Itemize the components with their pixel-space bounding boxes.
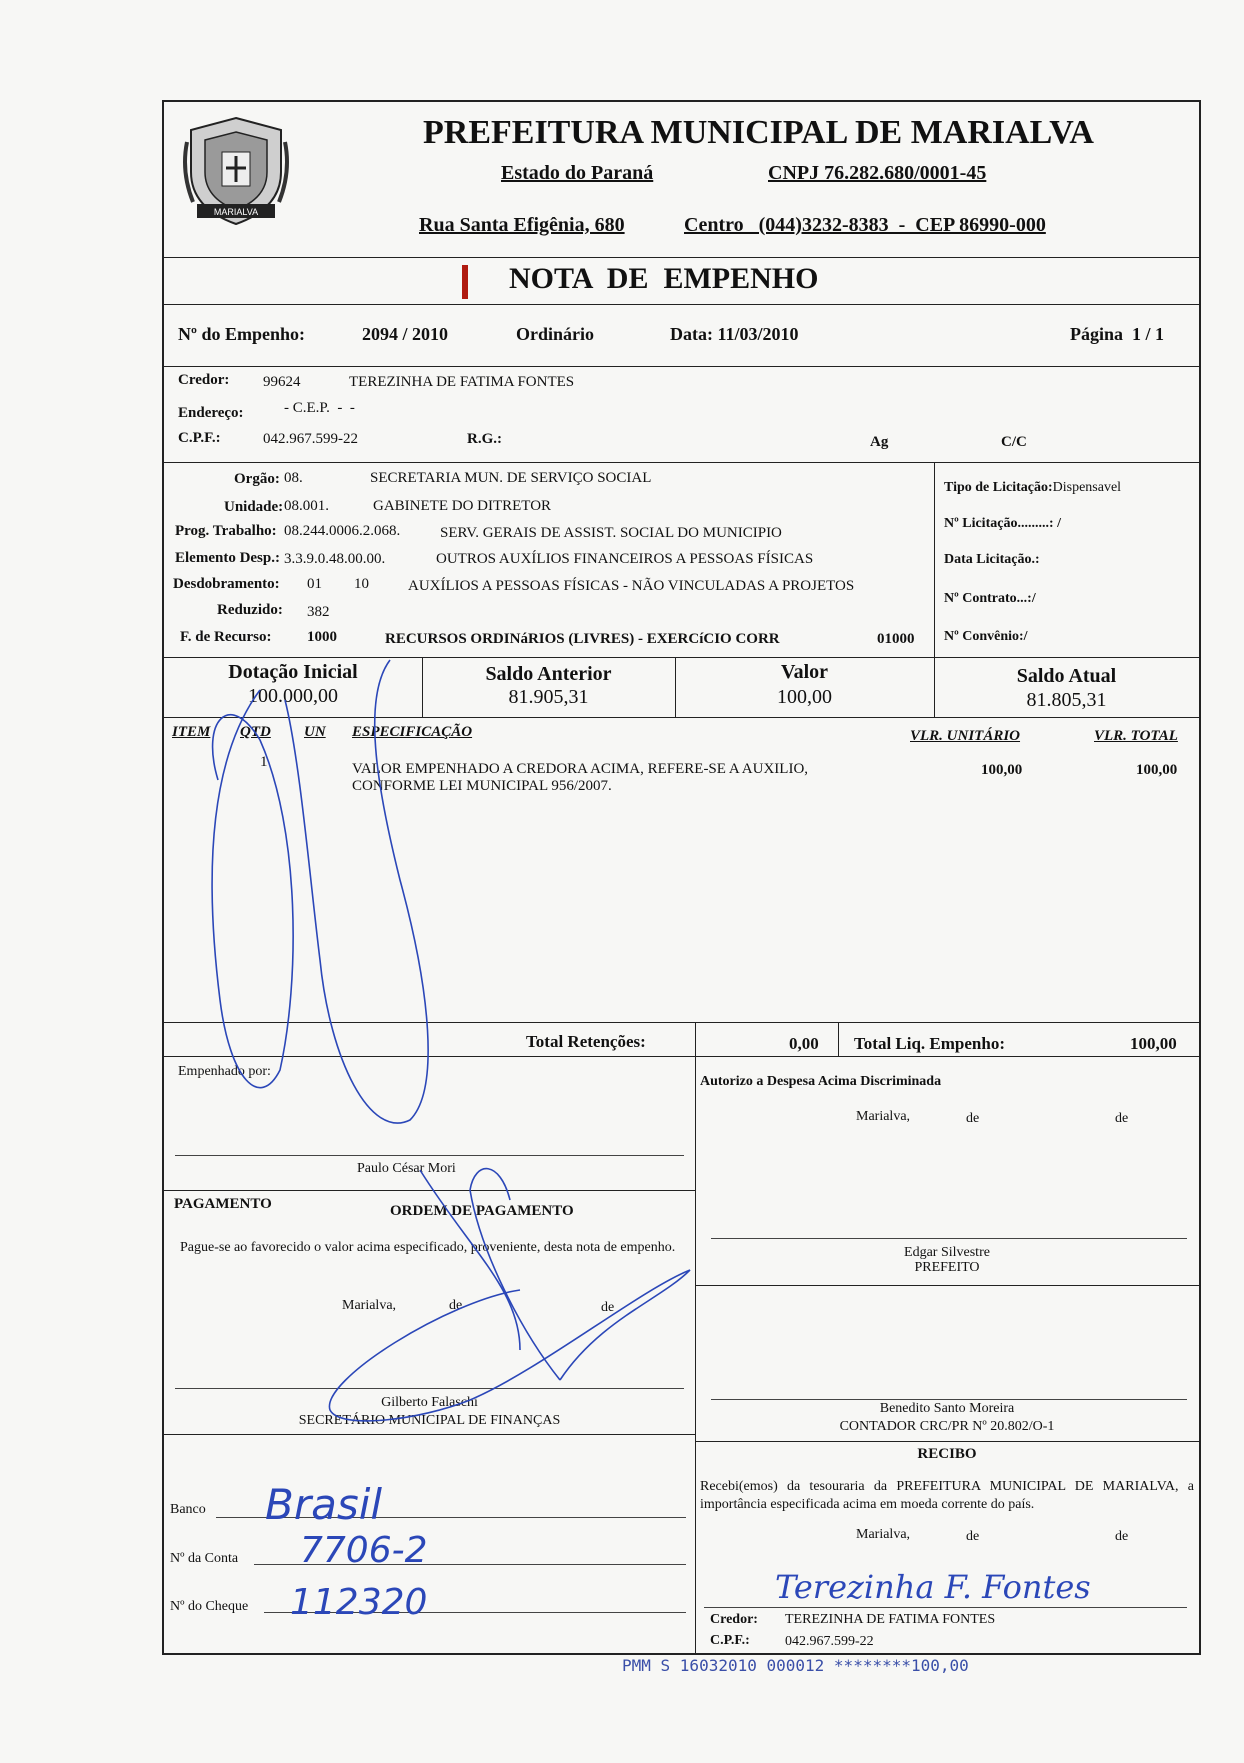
state-label: Estado do Paraná	[501, 162, 654, 184]
prog-name: SERV. GERAIS DE ASSIST. SOCIAL DO MUNICIPIO	[440, 525, 782, 541]
credor-name: TEREZINHA DE FATIMA FONTES	[349, 374, 575, 390]
pagamento-de1: de	[449, 1298, 463, 1313]
empenho-date: Data: 11/03/2010	[670, 324, 799, 344]
svg-text:MARIALVA: MARIALVA	[213, 207, 259, 217]
saldo-anterior-label: Saldo Anterior	[485, 663, 612, 685]
ordem-pagamento: ORDEM DE PAGAMENTO	[390, 1203, 574, 1219]
col-un: UN	[304, 724, 326, 740]
recibo-de1: de	[966, 1529, 980, 1544]
orgao-label: Orgão:	[234, 471, 280, 487]
pagamento-label: PAGAMENTO	[174, 1196, 272, 1212]
autorizo-city: Marialva,	[856, 1109, 911, 1124]
unidade-name: GABINETE DO DITRETOR	[373, 498, 552, 514]
address-label: Rua Santa Efigênia, 680	[419, 214, 625, 236]
valor-value: 100,00	[777, 686, 832, 708]
orgao-code: 08.	[284, 470, 303, 486]
item-spec-line1: VALOR EMPENHADO A CREDORA ACIMA, REFERE-SE A AUXILIO,	[352, 761, 809, 777]
doc-title: NOTA DE EMPENHO	[509, 262, 819, 295]
col-spec: ESPECIFICAÇÃO	[352, 724, 473, 740]
numero-licitacao: Nº Licitação.........: /	[944, 516, 1061, 531]
total-liq-value: 100,00	[1130, 1034, 1177, 1053]
unidade-code: 08.001.	[284, 498, 329, 514]
recibo-cpf-label: C.P.F.:	[710, 1633, 750, 1648]
contador-name: Benedito Santo Moreira	[879, 1401, 1015, 1416]
empenho-label: Nº do Empenho:	[178, 324, 305, 344]
empenho-number: 2094 / 2010	[362, 324, 449, 344]
item-qtd: 1	[260, 754, 268, 770]
ag-label: Ag	[870, 434, 889, 450]
reduzido-label: Reduzido:	[217, 602, 283, 618]
prog-code: 08.244.0006.2.068.	[284, 523, 401, 539]
page-title: PREFEITURA MUNICIPAL DE MARIALVA	[423, 114, 1094, 151]
reduzido-value: 382	[307, 604, 330, 620]
numero-contrato: Nº Contrato...:/	[944, 591, 1036, 606]
autorizo-de2: de	[1115, 1111, 1129, 1126]
desdobramento-name: AUXÍLIOS A PESSOAS FÍSICAS - NÃO VINCULADAS A PROJETOS	[408, 578, 855, 594]
cnpj-label: CNPJ 76.282.680/0001-45	[768, 162, 987, 184]
empenhado-name: Paulo César Mori	[357, 1161, 456, 1176]
cpf-value: 042.967.599-22	[263, 431, 358, 447]
banco-label: Banco	[170, 1502, 206, 1517]
cc-label: C/C	[1001, 434, 1027, 450]
recibo-credor-label: Credor:	[710, 1612, 758, 1627]
crest-logo	[177, 112, 295, 230]
recibo-credor-name: TEREZINHA DE FATIMA FONTES	[785, 1612, 996, 1627]
address-field-label: Endereço:	[178, 405, 244, 421]
numero-convenio: Nº Convênio:/	[944, 629, 1028, 644]
empenhado-label: Empenhado por:	[178, 1064, 271, 1079]
item-total-value: 100,00	[1136, 762, 1178, 778]
credor-code: 99624	[263, 374, 301, 390]
address-field-value: - C.E.P. - -	[284, 400, 355, 416]
autorizo-label: Autorizo a Despesa Acima Discriminada	[700, 1074, 942, 1089]
elemento-code: 3.3.9.0.48.00.00.	[284, 551, 386, 567]
page-number: Página 1 / 1	[1070, 324, 1165, 344]
credor-signature: Terezinha F. Fontes	[775, 1568, 1091, 1606]
recurso-label: F. de Recurso:	[180, 629, 272, 645]
unidade-label: Unidade:	[224, 499, 284, 515]
empenho-type: Ordinário	[516, 324, 595, 344]
pagamento-city: Marialva,	[342, 1298, 397, 1313]
recurso-name: RECURSOS ORDINáRIOS (LIVRES) - EXERCíCIO CORR	[385, 631, 780, 647]
recibo-cpf-value: 042.967.599-22	[785, 1634, 874, 1649]
saldo-anterior-value: 81.905,31	[508, 686, 589, 708]
valor-label: Valor	[780, 661, 829, 683]
desdobramento-code1: 01	[307, 576, 322, 592]
orgao-name: SECRETARIA MUN. DE SERVIÇO SOCIAL	[370, 470, 652, 486]
secretario-title: SECRETÁRIO MUNICIPAL DE FINANÇAS	[298, 1413, 561, 1428]
secretario-name: Gilberto Falaschi	[381, 1395, 478, 1410]
empenho-form	[162, 100, 1201, 1655]
recurso-code2: 01000	[877, 631, 915, 647]
rg-label: R.G.:	[467, 431, 502, 447]
desdobramento-code2: 10	[354, 576, 369, 592]
total-retencoes-value: 0,00	[789, 1034, 819, 1053]
recibo-city: Marialva,	[856, 1527, 911, 1542]
dotacao-value: 100.000,00	[248, 685, 338, 707]
cpf-label: C.P.F.:	[178, 430, 221, 446]
recibo-de2: de	[1115, 1529, 1129, 1544]
col-qtd: QTD	[240, 724, 271, 740]
payment-stamp: PMM S 16032010 000012 ********100,00	[622, 1656, 969, 1675]
saldo-atual-label: Saldo Atual	[1016, 665, 1117, 687]
tipo-licitacao: Tipo de Licitação:Dispensavel	[944, 480, 1122, 495]
autorizo-de1: de	[966, 1111, 980, 1126]
elemento-label: Elemento Desp.:	[175, 550, 280, 566]
prefeito-title: PREFEITO	[914, 1260, 980, 1275]
prog-label: Prog. Trabalho:	[175, 523, 277, 539]
pagamento-de2: de	[601, 1300, 615, 1315]
dotacao-label: Dotação Inicial	[228, 661, 358, 683]
total-liq-label: Total Liq. Empenho:	[854, 1034, 1005, 1053]
desdobramento-label: Desdobramento:	[173, 576, 280, 592]
conta-label: Nº da Conta	[170, 1551, 239, 1566]
contador-title: CONTADOR CRC/PR Nº 20.802/O-1	[839, 1419, 1055, 1434]
contact-label: Centro (044)3232-8383 - CEP 86990-000	[684, 214, 1046, 236]
recibo-title: RECIBO	[917, 1446, 977, 1462]
credor-label: Credor:	[178, 372, 230, 388]
col-item: ITEM	[172, 724, 211, 740]
cheque-label: Nº do Cheque	[170, 1599, 249, 1614]
col-unit-value: VLR. UNITÁRIO	[910, 728, 1021, 744]
cheque-value: 112320	[290, 1582, 428, 1623]
item-unit-value: 100,00	[981, 762, 1023, 778]
prefeito-name: Edgar Silvestre	[904, 1245, 990, 1260]
col-total-value: VLR. TOTAL	[1094, 728, 1178, 744]
red-mark	[462, 265, 468, 299]
pagamento-text: Pague-se ao favorecido o valor acima especificado, proveniente, desta nota de empenho.	[180, 1240, 676, 1255]
data-licitacao: Data Licitação.:	[944, 552, 1040, 567]
banco-value: Brasil	[265, 1480, 383, 1529]
conta-value: 7706-2	[300, 1530, 428, 1571]
total-retencoes-label: Total Retenções:	[526, 1032, 646, 1051]
item-spec-line2: CONFORME LEI MUNICIPAL 956/2007.	[352, 778, 612, 794]
saldo-atual-value: 81.805,31	[1026, 689, 1107, 711]
elemento-name: OUTROS AUXÍLIOS FINANCEIROS A PESSOAS FÍSICAS	[436, 551, 814, 567]
recurso-code: 1000	[307, 629, 337, 645]
recibo-text: Recebi(emos) da tesouraria da PREFEITURA MUNICIPAL DE MARIALVA, a importância especificada acima em moeda corrente do país.	[700, 1479, 1194, 1512]
